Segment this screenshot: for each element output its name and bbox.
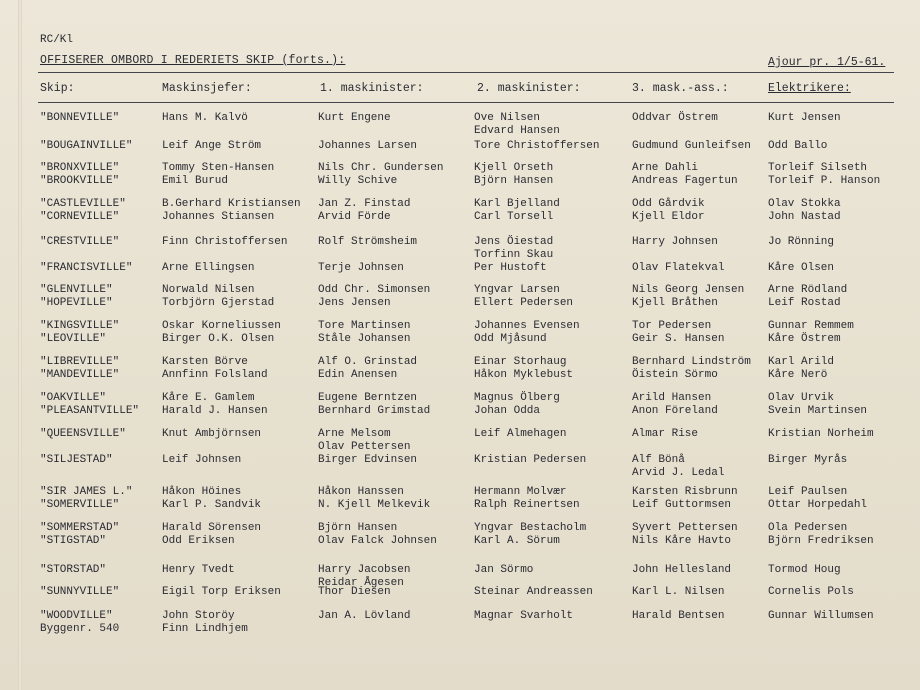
electrician-cell bbox=[768, 522, 874, 547]
name-line: Leif Almehagen bbox=[474, 428, 567, 440]
ship-cell bbox=[40, 236, 119, 249]
name-line: Arne Rödland bbox=[768, 284, 848, 296]
name-line: Harald Sörensen bbox=[162, 522, 262, 534]
first-engineer-cell bbox=[318, 522, 437, 547]
name-line: Björn Hansen bbox=[474, 174, 554, 187]
second-engineer-cell bbox=[474, 454, 586, 467]
chief-cell bbox=[162, 162, 274, 187]
name-line: Kjell Orseth bbox=[474, 162, 554, 174]
second-engineer-cell bbox=[474, 486, 580, 511]
second-engineer-cell bbox=[474, 428, 566, 441]
name-line: Jens Öiestad bbox=[474, 236, 554, 248]
second-engineer-cell bbox=[474, 586, 593, 599]
ship-cell bbox=[40, 428, 126, 441]
chief-cell bbox=[162, 198, 301, 223]
third-assistant-cell bbox=[632, 564, 731, 577]
name-line: Thor Diesen bbox=[318, 586, 391, 598]
name-line: Finn Lindhjem bbox=[162, 622, 248, 635]
second-engineer-cell bbox=[474, 356, 573, 381]
chief-cell bbox=[162, 140, 261, 153]
title-rule bbox=[38, 72, 894, 73]
ship-cell bbox=[40, 486, 132, 511]
name-line: "FRANCISVILLE" bbox=[40, 262, 133, 274]
name-line: B.Gerhard Kristiansen bbox=[162, 198, 301, 210]
ship-cell bbox=[40, 140, 132, 153]
name-line: Leif Guttormsen bbox=[632, 498, 732, 511]
first-engineer-cell bbox=[318, 320, 410, 345]
second-engineer-cell bbox=[474, 610, 573, 623]
name-line: Torleif P. Hanson bbox=[768, 174, 881, 187]
name-line: "CORNEVILLE" bbox=[40, 210, 120, 223]
third-assistant-cell bbox=[632, 262, 724, 275]
ship-cell bbox=[40, 454, 113, 467]
name-line: Oddvar Östrem bbox=[632, 112, 718, 124]
first-engineer-cell bbox=[318, 198, 410, 223]
name-line: Björn Fredriksen bbox=[768, 534, 874, 547]
name-line: Odd Mjåsund bbox=[474, 332, 547, 345]
third-assistant-cell bbox=[632, 112, 718, 125]
name-line: "STIGSTAD" bbox=[40, 534, 107, 547]
third-assistant-cell bbox=[632, 392, 718, 417]
name-line: "SOMMERSTAD" bbox=[40, 522, 120, 534]
chief-cell bbox=[162, 356, 268, 381]
name-line: Harald J. Hansen bbox=[162, 404, 268, 417]
third-assistant-cell bbox=[632, 140, 751, 153]
name-line: Jens Jensen bbox=[318, 296, 391, 309]
chief-cell bbox=[162, 236, 287, 249]
name-line: Leif Ange Ström bbox=[162, 140, 262, 152]
name-line: Hans M. Kalvö bbox=[162, 112, 248, 124]
header-first: 1. maskinister: bbox=[320, 82, 424, 95]
name-line: Jo Rönning bbox=[768, 236, 835, 248]
chief-cell bbox=[162, 112, 248, 125]
name-line: Anon Föreland bbox=[632, 404, 718, 417]
second-engineer-cell bbox=[474, 198, 560, 223]
name-line: Karsten Börve bbox=[162, 356, 248, 368]
name-line: Ottar Horpedahl bbox=[768, 498, 868, 511]
first-engineer-cell bbox=[318, 486, 430, 511]
name-line: "QUEENSVILLE" bbox=[40, 428, 126, 440]
chief-cell bbox=[162, 454, 241, 467]
third-assistant-cell bbox=[632, 522, 738, 547]
name-line: Rolf Strömsheim bbox=[318, 236, 418, 248]
name-line: "GLENVILLE" bbox=[40, 284, 113, 296]
first-engineer-cell bbox=[318, 112, 391, 125]
name-line: Johannes Evensen bbox=[474, 320, 580, 332]
name-line: Olav Pettersen bbox=[318, 440, 411, 453]
name-line: Bernhard Grimstad bbox=[318, 404, 431, 417]
third-assistant-cell bbox=[632, 428, 698, 441]
chief-cell bbox=[162, 428, 261, 441]
name-line: Magnar Svarholt bbox=[474, 610, 574, 622]
ship-cell bbox=[40, 284, 113, 309]
name-line: Almar Rise bbox=[632, 428, 699, 440]
name-line: Odd Gårdvik bbox=[632, 198, 705, 210]
name-line: Willy Schive bbox=[318, 174, 398, 187]
name-line: Leif Johnsen bbox=[162, 454, 242, 466]
name-line: Oskar Korneliussen bbox=[162, 320, 281, 332]
name-line: Kåre E. Gamlem bbox=[162, 392, 255, 404]
name-line: Yngvar Larsen bbox=[474, 284, 560, 296]
name-line: Karl P. Sandvik bbox=[162, 498, 262, 511]
name-line: Jan Sörmo bbox=[474, 564, 534, 576]
electrician-cell bbox=[768, 284, 847, 309]
ship-cell bbox=[40, 586, 119, 599]
name-line: Birger O.K. Olsen bbox=[162, 332, 275, 345]
third-assistant-cell bbox=[632, 610, 724, 623]
name-line: Kristian Pedersen bbox=[474, 454, 587, 466]
name-line: Syvert Pettersen bbox=[632, 522, 738, 534]
chief-cell bbox=[162, 486, 261, 511]
electrician-cell bbox=[768, 262, 834, 275]
electrician-cell bbox=[768, 198, 841, 223]
name-line: Håkon Myklebust bbox=[474, 368, 574, 381]
name-line: "STORSTAD" bbox=[40, 564, 107, 576]
electrician-cell bbox=[768, 610, 874, 623]
name-line: "MANDEVILLE" bbox=[40, 368, 120, 381]
name-line: Gudmund Gunleifsen bbox=[632, 140, 751, 152]
name-line: Nils Georg Jensen bbox=[632, 284, 745, 296]
electrician-cell bbox=[768, 140, 827, 153]
name-line: Finn Christoffersen bbox=[162, 236, 288, 248]
name-line: Arvid Förde bbox=[318, 210, 391, 223]
name-line: Olav Urvik bbox=[768, 392, 835, 404]
electrician-cell bbox=[768, 112, 841, 125]
ship-cell bbox=[40, 262, 132, 275]
name-line: Gunnar Remmem bbox=[768, 320, 854, 332]
chief-cell bbox=[162, 284, 274, 309]
name-line: Johannes Stiansen bbox=[162, 210, 275, 223]
name-line: Alf O. Grinstad bbox=[318, 356, 418, 368]
name-line: Karl L. Nilsen bbox=[632, 586, 725, 598]
name-line: Harry Johnsen bbox=[632, 236, 718, 248]
name-line: Torbjörn Gjerstad bbox=[162, 296, 275, 309]
name-line: Håkon Hanssen bbox=[318, 486, 404, 498]
name-line: Eigil Torp Eriksen bbox=[162, 586, 281, 598]
name-line: Gunnar Willumsen bbox=[768, 610, 874, 622]
date-stamp: Ajour pr. 1/5-61. bbox=[768, 56, 886, 69]
name-line: "SUNNYVILLE" bbox=[40, 586, 120, 598]
name-line: Ellert Pedersen bbox=[474, 296, 574, 309]
ship-cell bbox=[40, 610, 119, 635]
first-engineer-cell bbox=[318, 262, 404, 275]
name-line: Nils Kåre Havto bbox=[632, 534, 732, 547]
electrician-cell bbox=[768, 320, 854, 345]
name-line: Harry Jacobsen bbox=[318, 564, 411, 576]
chief-cell bbox=[162, 522, 261, 547]
name-line: "BOUGAINVILLE" bbox=[40, 140, 133, 152]
name-line: John Storöy bbox=[162, 610, 235, 622]
third-assistant-cell bbox=[632, 356, 751, 381]
first-engineer-cell bbox=[318, 356, 417, 381]
header-third: 3. mask.-ass.: bbox=[632, 82, 729, 95]
name-line: Norwald Nilsen bbox=[162, 284, 255, 296]
name-line: Håkon Höines bbox=[162, 486, 242, 498]
name-line: Harald Bentsen bbox=[632, 610, 725, 622]
name-line: "WOODVILLE" bbox=[40, 610, 113, 622]
name-line: "KINGSVILLE" bbox=[40, 320, 120, 332]
name-line: Kåre Nerö bbox=[768, 368, 828, 381]
name-line: Jan A. Lövland bbox=[318, 610, 411, 622]
header-ship: Skip: bbox=[40, 82, 75, 95]
name-line: Hermann Molvær bbox=[474, 486, 567, 498]
name-line: Arne Melsom bbox=[318, 428, 391, 440]
name-line: Einar Storhaug bbox=[474, 356, 567, 368]
first-engineer-cell bbox=[318, 392, 430, 417]
name-line: "OAKVILLE" bbox=[40, 392, 107, 404]
first-engineer-cell bbox=[318, 284, 430, 309]
name-line: Tormod Houg bbox=[768, 564, 841, 576]
third-assistant-cell bbox=[632, 320, 724, 345]
name-line: "LEOVILLE" bbox=[40, 332, 107, 345]
name-line: Yngvar Bestacholm bbox=[474, 522, 587, 534]
name-line: Olav Falck Johnsen bbox=[318, 534, 437, 547]
name-line: Arne Ellingsen bbox=[162, 262, 255, 274]
name-line: Johannes Larsen bbox=[318, 140, 418, 152]
name-line: Eugene Berntzen bbox=[318, 392, 418, 404]
chief-cell bbox=[162, 610, 248, 635]
second-engineer-cell bbox=[474, 262, 547, 275]
name-line: Olav Flatekval bbox=[632, 262, 725, 274]
third-assistant-cell bbox=[632, 454, 724, 479]
ship-cell bbox=[40, 522, 119, 547]
second-engineer-cell bbox=[474, 236, 553, 261]
name-line: Odd Ballo bbox=[768, 140, 828, 152]
name-line: Nils Chr. Gundersen bbox=[318, 162, 444, 174]
name-line: "HOPEVILLE" bbox=[40, 296, 113, 309]
second-engineer-cell bbox=[474, 112, 560, 137]
name-line: "BROOKVILLE" bbox=[40, 174, 120, 187]
ship-cell bbox=[40, 356, 119, 381]
third-assistant-cell bbox=[632, 198, 705, 223]
name-line: Emil Burud bbox=[162, 174, 229, 187]
third-assistant-cell bbox=[632, 586, 724, 599]
name-line: Arne Dahli bbox=[632, 162, 699, 174]
name-line: "SILJESTAD" bbox=[40, 454, 113, 466]
ship-cell bbox=[40, 392, 139, 417]
name-line: Tor Pedersen bbox=[632, 320, 712, 332]
name-line: Cornelis Pols bbox=[768, 586, 854, 598]
electrician-cell bbox=[768, 236, 834, 249]
second-engineer-cell bbox=[474, 140, 599, 153]
second-engineer-cell bbox=[474, 162, 553, 187]
chief-cell bbox=[162, 392, 268, 417]
electrician-cell bbox=[768, 564, 841, 577]
name-line: N. Kjell Melkevik bbox=[318, 498, 431, 511]
name-line: Johan Odda bbox=[474, 404, 541, 417]
third-assistant-cell bbox=[632, 236, 718, 249]
name-line: Kåre Östrem bbox=[768, 332, 841, 345]
name-line: Odd Chr. Simonsen bbox=[318, 284, 431, 296]
name-line: "PLEASANTVILLE" bbox=[40, 404, 140, 417]
name-line: Birger Edvinsen bbox=[318, 454, 418, 466]
name-line: Kristian Norheim bbox=[768, 428, 874, 440]
name-line: Reidar Ågesen bbox=[318, 576, 404, 589]
name-line: Kurt Jensen bbox=[768, 112, 841, 124]
name-line: Ove Nilsen bbox=[474, 112, 541, 124]
chief-cell bbox=[162, 564, 235, 577]
electrician-cell bbox=[768, 454, 847, 467]
name-line: Öistein Sörmo bbox=[632, 368, 718, 381]
first-engineer-cell bbox=[318, 140, 417, 153]
name-line: Arvid J. Ledal bbox=[632, 466, 725, 479]
name-line: Knut Ambjörnsen bbox=[162, 428, 262, 440]
name-line: Tommy Sten-Hansen bbox=[162, 162, 275, 174]
name-line: Kjell Bråthen bbox=[632, 296, 718, 309]
name-line: "SOMERVILLE" bbox=[40, 498, 120, 511]
page-fold bbox=[18, 0, 22, 690]
ship-cell bbox=[40, 198, 126, 223]
first-engineer-cell bbox=[318, 162, 443, 187]
name-line: Kurt Engene bbox=[318, 112, 391, 124]
electrician-cell bbox=[768, 586, 854, 599]
name-line: Svein Martinsen bbox=[768, 404, 868, 417]
name-line: Byggenr. 540 bbox=[40, 622, 120, 635]
header-second: 2. maskinister: bbox=[477, 82, 581, 95]
name-line: John Nastad bbox=[768, 210, 841, 223]
name-line: Karl Bjelland bbox=[474, 198, 560, 210]
name-line: Ståle Johansen bbox=[318, 332, 411, 345]
name-line: Annfinn Folsland bbox=[162, 368, 268, 381]
name-line: Carl Torsell bbox=[474, 210, 554, 223]
name-line: Edvard Hansen bbox=[474, 124, 560, 137]
name-line: Tore Christoffersen bbox=[474, 140, 600, 152]
ship-cell bbox=[40, 112, 119, 125]
name-line: Torfinn Skau bbox=[474, 248, 554, 261]
name-line: Kåre Olsen bbox=[768, 262, 835, 274]
first-engineer-cell bbox=[318, 454, 417, 467]
name-line: John Hellesland bbox=[632, 564, 732, 576]
electrician-cell bbox=[768, 428, 874, 441]
name-line: Ola Pedersen bbox=[768, 522, 848, 534]
name-line: Birger Myrås bbox=[768, 454, 848, 466]
name-line: Karl A. Sörum bbox=[474, 534, 560, 547]
name-line: Ralph Reinertsen bbox=[474, 498, 580, 511]
name-line: Jan Z. Finstad bbox=[318, 198, 411, 210]
reference-code: RC/Kl bbox=[40, 34, 74, 46]
electrician-cell bbox=[768, 392, 867, 417]
third-assistant-cell bbox=[632, 486, 738, 511]
name-line: Odd Eriksen bbox=[162, 534, 235, 547]
name-line: Edin Anensen bbox=[318, 368, 398, 381]
name-line: Per Hustoft bbox=[474, 262, 547, 274]
second-engineer-cell bbox=[474, 284, 573, 309]
header-chief: Maskinsjefer: bbox=[162, 82, 252, 95]
third-assistant-cell bbox=[632, 284, 744, 309]
electrician-cell bbox=[768, 356, 834, 381]
second-engineer-cell bbox=[474, 392, 560, 417]
electrician-cell bbox=[768, 162, 880, 187]
first-engineer-cell bbox=[318, 428, 410, 453]
name-line: Leif Rostad bbox=[768, 296, 841, 309]
name-line: "CRESTVILLE" bbox=[40, 236, 120, 248]
first-engineer-cell bbox=[318, 586, 391, 599]
header-rule bbox=[38, 102, 894, 103]
electrician-cell bbox=[768, 486, 867, 511]
ship-cell bbox=[40, 564, 106, 577]
second-engineer-cell bbox=[474, 320, 580, 345]
name-line: Geir S. Hansen bbox=[632, 332, 725, 345]
name-line: "CASTLEVILLE" bbox=[40, 198, 126, 210]
first-engineer-cell bbox=[318, 236, 417, 249]
third-assistant-cell bbox=[632, 162, 738, 187]
name-line: "BONNEVILLE" bbox=[40, 112, 120, 124]
name-line: "SIR JAMES L." bbox=[40, 486, 133, 498]
document-title: OFFISERER OMBORD I REDERIETS SKIP (forts.): bbox=[40, 54, 346, 67]
name-line: Arild Hansen bbox=[632, 392, 712, 404]
chief-cell bbox=[162, 586, 281, 599]
name-line: Alf Bönå bbox=[632, 454, 685, 466]
name-line: Bernhard Lindström bbox=[632, 356, 751, 368]
name-line: Terje Johnsen bbox=[318, 262, 404, 274]
name-line: Olav Stokka bbox=[768, 198, 841, 210]
name-line: Björn Hansen bbox=[318, 522, 398, 534]
second-engineer-cell bbox=[474, 564, 533, 577]
name-line: Steinar Andreassen bbox=[474, 586, 593, 598]
name-line: Andreas Fagertun bbox=[632, 174, 738, 187]
chief-cell bbox=[162, 320, 281, 345]
second-engineer-cell bbox=[474, 522, 586, 547]
name-line: Leif Paulsen bbox=[768, 486, 848, 498]
name-line: Henry Tvedt bbox=[162, 564, 235, 576]
name-line: "LIBREVILLE" bbox=[40, 356, 120, 368]
ship-cell bbox=[40, 162, 119, 187]
name-line: Magnus Ölberg bbox=[474, 392, 560, 404]
name-line: Karsten Risbrunn bbox=[632, 486, 738, 498]
name-line: Torleif Silseth bbox=[768, 162, 868, 174]
name-line: "BRONXVILLE" bbox=[40, 162, 120, 174]
header-elec: Elektrikere: bbox=[768, 82, 851, 95]
name-line: Kjell Eldor bbox=[632, 210, 705, 223]
name-line: Karl Arild bbox=[768, 356, 835, 368]
name-line: Tore Martinsen bbox=[318, 320, 411, 332]
first-engineer-cell bbox=[318, 610, 410, 623]
ship-cell bbox=[40, 320, 119, 345]
chief-cell bbox=[162, 262, 254, 275]
